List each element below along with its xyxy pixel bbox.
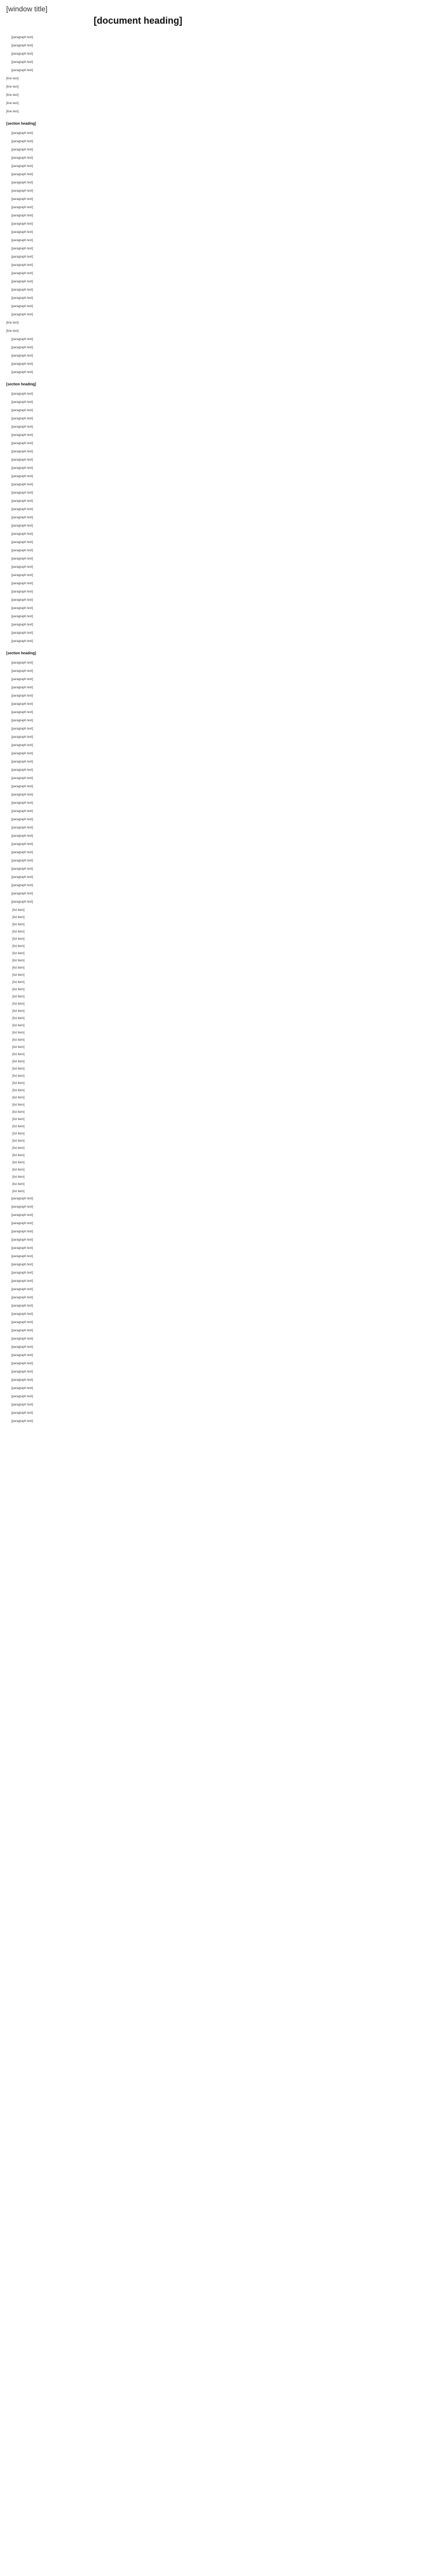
paragraph: [paragraph text]	[11, 703, 33, 706]
document-content	[6, 35, 430, 1424]
text-line: [line text]	[6, 330, 19, 333]
list-item: [list item]	[12, 1118, 25, 1121]
paragraph: [paragraph text]	[11, 1395, 33, 1398]
paragraph: [paragraph text]	[11, 793, 33, 796]
paragraph: [paragraph text]	[11, 859, 33, 862]
text-line: [line text]	[6, 110, 19, 113]
paragraph: [paragraph text]	[11, 363, 33, 366]
paragraph: [paragraph text]	[11, 305, 33, 308]
paragraph: [paragraph text]	[11, 541, 33, 544]
paragraph: [paragraph text]	[11, 524, 33, 528]
paragraph: [paragraph text]	[11, 297, 33, 300]
paragraph: [paragraph text]	[11, 686, 33, 689]
paragraph: [paragraph text]	[11, 752, 33, 755]
list-item: [list item]	[12, 1147, 25, 1150]
paragraph: [paragraph text]	[11, 736, 33, 739]
paragraph: [paragraph text]	[11, 393, 33, 396]
paragraph: [paragraph text]	[11, 181, 33, 184]
paragraph: [paragraph text]	[11, 354, 33, 358]
paragraph: [paragraph text]	[11, 206, 33, 209]
list-item: [list item]	[12, 995, 25, 998]
paragraph: [paragraph text]	[11, 247, 33, 250]
list-item: [list item]	[12, 945, 25, 948]
paragraph: [paragraph text]	[11, 450, 33, 453]
paragraph: [paragraph text]	[11, 426, 33, 429]
paragraph: [paragraph text]	[11, 1321, 33, 1324]
list-item: [list item]	[12, 916, 25, 919]
list-item: [list item]	[12, 1161, 25, 1164]
paragraph: [paragraph text]	[11, 280, 33, 283]
list-item: [list item]	[12, 1031, 25, 1035]
list-item: [list item]	[12, 1039, 25, 1042]
paragraph: [paragraph text]	[11, 289, 33, 292]
list-item: [list item]	[12, 1190, 25, 1193]
paragraph: [paragraph text]	[11, 140, 33, 143]
window-title: [window title]	[6, 5, 48, 13]
paragraph: [paragraph text]	[11, 640, 33, 643]
paragraph: [paragraph text]	[11, 1296, 33, 1299]
paragraph: [paragraph text]	[11, 434, 33, 437]
text-line: [line text]	[6, 321, 19, 325]
paragraph: [paragraph text]	[11, 492, 33, 495]
paragraph: [paragraph text]	[11, 475, 33, 478]
paragraph: [paragraph text]	[11, 727, 33, 731]
paragraph: [paragraph text]	[11, 769, 33, 772]
list-item: [list item]	[12, 1183, 25, 1186]
paragraph: [paragraph text]	[11, 818, 33, 821]
paragraph: [paragraph text]	[11, 719, 33, 722]
list-item: [list item]	[12, 1060, 25, 1063]
paragraph: [paragraph text]	[11, 500, 33, 503]
list-item: [list item]	[12, 988, 25, 991]
list-item: [list item]	[12, 1075, 25, 1078]
paragraph: [paragraph text]	[11, 582, 33, 585]
list-item: [list item]	[12, 1096, 25, 1099]
paragraph: [paragraph text]	[11, 409, 33, 412]
paragraph: [paragraph text]	[11, 802, 33, 805]
paragraph: [paragraph text]	[11, 623, 33, 626]
paragraph: [paragraph text]	[11, 1354, 33, 1357]
paragraph: [paragraph text]	[11, 892, 33, 895]
text-line: [line text]	[6, 94, 19, 97]
paragraph: [paragraph text]	[11, 868, 33, 871]
paragraph: [paragraph text]	[11, 467, 33, 470]
paragraph: [paragraph text]	[11, 1247, 33, 1250]
list-item: [list item]	[12, 1168, 25, 1172]
paragraph: [paragraph text]	[11, 566, 33, 569]
paragraph: [paragraph text]	[11, 256, 33, 259]
list-item: [list item]	[12, 1082, 25, 1085]
paragraph: [paragraph text]	[11, 1288, 33, 1291]
paragraph: [paragraph text]	[11, 1197, 33, 1200]
list-item: [list item]	[12, 930, 25, 934]
paragraph: [paragraph text]	[11, 1255, 33, 1258]
paragraph: [paragraph text]	[11, 459, 33, 462]
list-item: [list item]	[12, 967, 25, 970]
list-item: [list item]	[12, 938, 25, 941]
paragraph: [paragraph text]	[11, 876, 33, 879]
paragraph: [paragraph text]	[11, 777, 33, 780]
paragraph: [paragraph text]	[11, 785, 33, 788]
list-item: [list item]	[12, 1024, 25, 1027]
paragraph: [paragraph text]	[11, 851, 33, 854]
paragraph: [paragraph text]	[11, 1304, 33, 1308]
paragraph: [paragraph text]	[11, 632, 33, 635]
list-item: [list item]	[12, 1132, 25, 1136]
list-item: [list item]	[12, 1010, 25, 1013]
paragraph: [paragraph text]	[11, 198, 33, 201]
paragraph: [paragraph text]	[11, 843, 33, 846]
document-header: [document heading]	[94, 15, 182, 26]
list-item: [list item]	[12, 1111, 25, 1114]
paragraph: [paragraph text]	[11, 53, 33, 56]
paragraph: [paragraph text]	[11, 533, 33, 536]
paragraph: [paragraph text]	[11, 615, 33, 618]
paragraph: [paragraph text]	[11, 1420, 33, 1423]
paragraph: [paragraph text]	[11, 1346, 33, 1349]
paragraph: [paragraph text]	[11, 678, 33, 681]
paragraph: [paragraph text]	[11, 557, 33, 561]
paragraph: [paragraph text]	[11, 157, 33, 160]
list-item: [list item]	[12, 1154, 25, 1157]
paragraph: [paragraph text]	[11, 442, 33, 445]
paragraph: [paragraph text]	[11, 711, 33, 714]
paragraph: [paragraph text]	[11, 1230, 33, 1233]
paragraph: [paragraph text]	[11, 190, 33, 193]
paragraph: [paragraph text]	[11, 826, 33, 829]
paragraph: [paragraph text]	[11, 574, 33, 577]
paragraph: [paragraph text]	[11, 516, 33, 519]
paragraph: [paragraph text]	[11, 44, 33, 47]
paragraph: [paragraph text]	[11, 599, 33, 602]
section-heading: [section heading]	[6, 383, 36, 386]
paragraph: [paragraph text]	[11, 165, 33, 168]
paragraph: [paragraph text]	[11, 810, 33, 813]
paragraph: [paragraph text]	[11, 590, 33, 594]
paragraph: [paragraph text]	[11, 901, 33, 904]
paragraph: [paragraph text]	[11, 1370, 33, 1374]
paragraph: [paragraph text]	[11, 508, 33, 511]
paragraph: [paragraph text]	[11, 549, 33, 552]
paragraph: [paragraph text]	[11, 313, 33, 316]
paragraph: [paragraph text]	[11, 1313, 33, 1316]
paragraph: [paragraph text]	[11, 272, 33, 275]
paragraph: [paragraph text]	[11, 835, 33, 838]
paragraph: [paragraph text]	[11, 1329, 33, 1332]
paragraph: [paragraph text]	[11, 264, 33, 267]
paragraph: [paragraph text]	[11, 1280, 33, 1283]
list-item: [list item]	[12, 1046, 25, 1049]
paragraph: [paragraph text]	[11, 1362, 33, 1365]
paragraph: [paragraph text]	[11, 69, 33, 72]
paragraph: [paragraph text]	[11, 214, 33, 217]
list-item: [list item]	[12, 959, 25, 962]
list-item: [list item]	[12, 923, 25, 926]
paragraph: [paragraph text]	[11, 1403, 33, 1406]
list-item: [list item]	[12, 1053, 25, 1056]
paragraph: [paragraph text]	[11, 148, 33, 151]
paragraph: [paragraph text]	[11, 670, 33, 673]
list-item: [list item]	[12, 1140, 25, 1143]
paragraph: [paragraph text]	[11, 1387, 33, 1390]
paragraph: [paragraph text]	[11, 1412, 33, 1415]
paragraph: [paragraph text]	[11, 173, 33, 176]
paragraph: [paragraph text]	[11, 1222, 33, 1225]
paragraph: [paragraph text]	[11, 1214, 33, 1217]
list-item: [list item]	[12, 909, 25, 912]
paragraph: [paragraph text]	[11, 223, 33, 226]
list-item: [list item]	[12, 1176, 25, 1179]
list-item: [list item]	[12, 1017, 25, 1020]
paragraph: [paragraph text]	[11, 61, 33, 64]
text-line: [line text]	[6, 102, 19, 105]
paragraph: [paragraph text]	[11, 371, 33, 374]
paragraph: [paragraph text]	[11, 760, 33, 764]
paragraph: [paragraph text]	[11, 1337, 33, 1341]
section-heading: [section heading]	[6, 122, 36, 126]
paragraph: [paragraph text]	[11, 1263, 33, 1266]
paragraph: [paragraph text]	[11, 338, 33, 341]
paragraph: [paragraph text]	[11, 483, 33, 486]
paragraph: [paragraph text]	[11, 662, 33, 665]
text-line: [line text]	[6, 86, 19, 89]
list-item: [list item]	[12, 1104, 25, 1107]
paragraph: [paragraph text]	[11, 694, 33, 698]
list-item: [list item]	[12, 1089, 25, 1092]
list-item: [list item]	[12, 981, 25, 984]
paragraph: [paragraph text]	[11, 231, 33, 234]
paragraph: [paragraph text]	[11, 346, 33, 349]
text-line: [line text]	[6, 77, 19, 80]
paragraph: [paragraph text]	[11, 884, 33, 887]
paragraph: [paragraph text]	[11, 1272, 33, 1275]
paragraph: [paragraph text]	[11, 1379, 33, 1382]
list-item: [list item]	[12, 1003, 25, 1006]
list-item: [list item]	[12, 974, 25, 977]
paragraph: [paragraph text]	[11, 401, 33, 404]
list-item: [list item]	[12, 1067, 25, 1071]
paragraph: [paragraph text]	[11, 36, 33, 39]
paragraph: [paragraph text]	[11, 1206, 33, 1209]
section-heading: [section heading]	[6, 652, 36, 655]
paragraph: [paragraph text]	[11, 744, 33, 747]
paragraph: [paragraph text]	[11, 1239, 33, 1242]
paragraph: [paragraph text]	[11, 607, 33, 610]
list-item: [list item]	[12, 952, 25, 955]
list-item: [list item]	[12, 1125, 25, 1128]
paragraph: [paragraph text]	[11, 132, 33, 135]
paragraph: [paragraph text]	[11, 239, 33, 242]
paragraph: [paragraph text]	[11, 417, 33, 420]
